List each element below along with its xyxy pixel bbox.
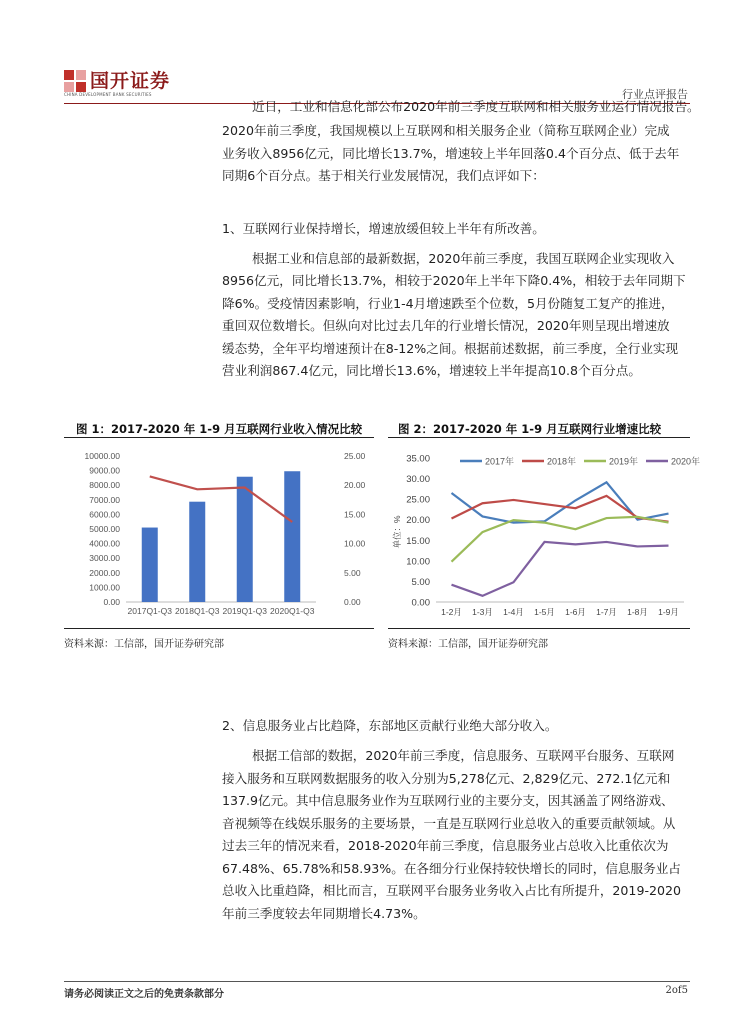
page-number: 2of5 (665, 985, 688, 996)
footer-divider (64, 981, 690, 982)
figure-2-bottom-divider (388, 628, 690, 629)
legend-label: 2017年 (485, 456, 515, 467)
section-line: 根据工信部的数据，2020年前三季度，信息服务、互联网平台服务、互联网 (252, 748, 675, 763)
series-line (452, 542, 669, 596)
figure-2-title: 图 2：2017-2020 年 1-9 月互联网行业增速比较 (398, 422, 662, 436)
figure-2-divider (388, 437, 690, 438)
y-tick-label-left: 9000.00 (89, 465, 120, 476)
x-tick-label: 1-6月 (565, 607, 586, 617)
logo-subtitle: CHINA DEVELOPMENT BANK SECURITIES (64, 92, 152, 97)
y-tick-label-right: 25.00 (344, 451, 366, 461)
legend-label: 2019年 (609, 456, 639, 467)
y-axis-label: 单位：% (392, 515, 402, 549)
x-tick-label: 2017Q1-Q3 (127, 606, 172, 616)
y-tick-label-left: 4000.00 (89, 538, 120, 549)
section-line: 重回双位数增长。但纵向对比过去几年的行业增长情况，2020年则呈现出增速放 (222, 318, 670, 333)
y-tick-label-left: 0.00 (103, 597, 120, 607)
report-type: 行业点评报告 (622, 88, 688, 101)
section-line: 缓态势，全年平均增速预计在8-12%之间。根据前述数据，前三季度，全行业实现 (222, 341, 679, 356)
x-tick-label: 2019Q1-Q3 (222, 606, 267, 616)
logo-text: 国开证券 (90, 70, 171, 92)
section-heading: 2、信息服务业占比趋降，东部地区贡献行业绝大部分收入。 (222, 718, 558, 733)
y-tick-label-left: 1000.00 (89, 582, 120, 593)
section-line: 营业利润867.4亿元，同比增长13.6%，增速较上半年提高10.8个百分点。 (222, 363, 641, 378)
growth-chart (388, 444, 701, 622)
section-line: 137.9亿元。其中信息服务业作为互联网行业的主要分支，因其涵盖了网络游戏、 (222, 793, 674, 808)
y-tick-label: 35.00 (406, 453, 430, 465)
section-line: 总收入比重趋降，相比而言，互联网平台服务业务收入占比有所提升，2019-2020 (222, 883, 682, 898)
x-tick-label: 2020Q1-Q3 (270, 606, 315, 616)
y-tick-label: 5.00 (411, 576, 430, 588)
intro-line: 2020年前三季度，我国规模以上互联网和相关服务企业（简称互联网企业）完成 (222, 123, 670, 138)
bar (142, 528, 158, 602)
y-tick-label: 15.00 (406, 535, 430, 547)
figure-1-bottom-divider (64, 628, 374, 629)
intro-line: 业务收入8956亿元，同比增长13.7%，增速较上半年回落0.4个百分点、低于去年 (222, 146, 680, 161)
bar (189, 502, 205, 602)
y-tick-label-left: 10000.00 (84, 451, 120, 461)
x-tick-label: 1-5月 (534, 607, 555, 617)
x-tick-label: 1-7月 (596, 607, 617, 617)
figure-1-divider (64, 437, 374, 438)
section-heading: 1、互联网行业保持增长，增速放缓但较上半年有所改善。 (222, 221, 545, 236)
y-tick-label-right: 5.00 (344, 567, 361, 578)
section-line: 8956亿元，同比增长13.7%，相较于2020年上半年下降0.4%，相较于去年同期下 (222, 273, 686, 288)
y-tick-label-left: 7000.00 (89, 494, 120, 505)
y-tick-label: 30.00 (406, 474, 430, 486)
legend-label: 2018年 (547, 456, 577, 467)
x-tick-label: 1-4月 (503, 607, 524, 617)
revenue-chart (64, 444, 374, 622)
x-tick-label: 1-2月 (441, 607, 462, 617)
growth-line (150, 476, 293, 522)
bar (284, 471, 300, 602)
y-tick-label: 0.00 (411, 597, 430, 609)
section-line: 根据工业和信息部的最新数据，2020年前三季度，我国互联网企业实现收入 (252, 251, 675, 266)
logo-icon (64, 70, 86, 92)
intro-line: 近日，工业和信息化部公布2020年前三季度互联网和相关服务业运行情况报告。 (252, 99, 700, 114)
y-tick-label-left: 2000.00 (89, 567, 120, 578)
x-tick-label: 1-9月 (658, 607, 679, 617)
bar (237, 477, 253, 602)
section-line: 音视频等在线娱乐服务的主要场景，一直是互联网行业总收入的重要贡献领域。从 (222, 816, 676, 831)
y-tick-label-right: 15.00 (344, 509, 366, 520)
legend-label: 2020年 (671, 456, 701, 467)
figure-2-source: 资料来源：工信部，国开证券研究部 (388, 639, 548, 650)
series-line (452, 517, 669, 562)
section-line: 67.48%、65.78%和58.93%。在各细分行业保持较快增长的同时，信息服务业占 (222, 861, 681, 876)
y-tick-label-left: 5000.00 (89, 524, 120, 534)
section-line: 降6%。受疫情因素影响，行业1-4月增速跌至个位数，5月份随复工复产的推进， (222, 296, 674, 311)
footer-disclaimer: 请务必阅读正文之后的免责条款部分 (64, 989, 224, 1000)
y-tick-label: 25.00 (406, 494, 430, 506)
section-line: 过去三年的情况来看，2018-2020年前三季度，信息服务业占总收入比重依次为 (222, 838, 669, 853)
y-tick-label: 20.00 (406, 515, 430, 527)
figure-1-source: 资料来源：工信部，国开证券研究部 (64, 639, 224, 650)
y-tick-label-left: 8000.00 (89, 480, 120, 491)
intro-line: 同期6个百分点。基于相关行业发展情况，我们点评如下： (222, 168, 545, 183)
y-tick-label-right: 20.00 (344, 480, 366, 491)
y-tick-label-right: 0.00 (344, 597, 361, 607)
y-tick-label-left: 6000.00 (89, 509, 120, 520)
x-tick-label: 1-3月 (472, 607, 493, 617)
x-tick-label: 2018Q1-Q3 (175, 606, 220, 616)
section-line: 接入服务和互联网数据服务的收入分别为5,278亿元、2,829亿元、272.1亿元和 (222, 771, 671, 786)
y-tick-label-left: 3000.00 (89, 553, 120, 564)
x-tick-label: 1-8月 (627, 607, 648, 617)
y-tick-label: 10.00 (406, 556, 430, 568)
figure-1-title: 图 1：2017-2020 年 1-9 月互联网行业收入情况比较 (76, 422, 363, 436)
section-line: 年前三季度较去年同期增长4.73%。 (222, 906, 426, 921)
y-tick-label-right: 10.00 (344, 538, 366, 549)
